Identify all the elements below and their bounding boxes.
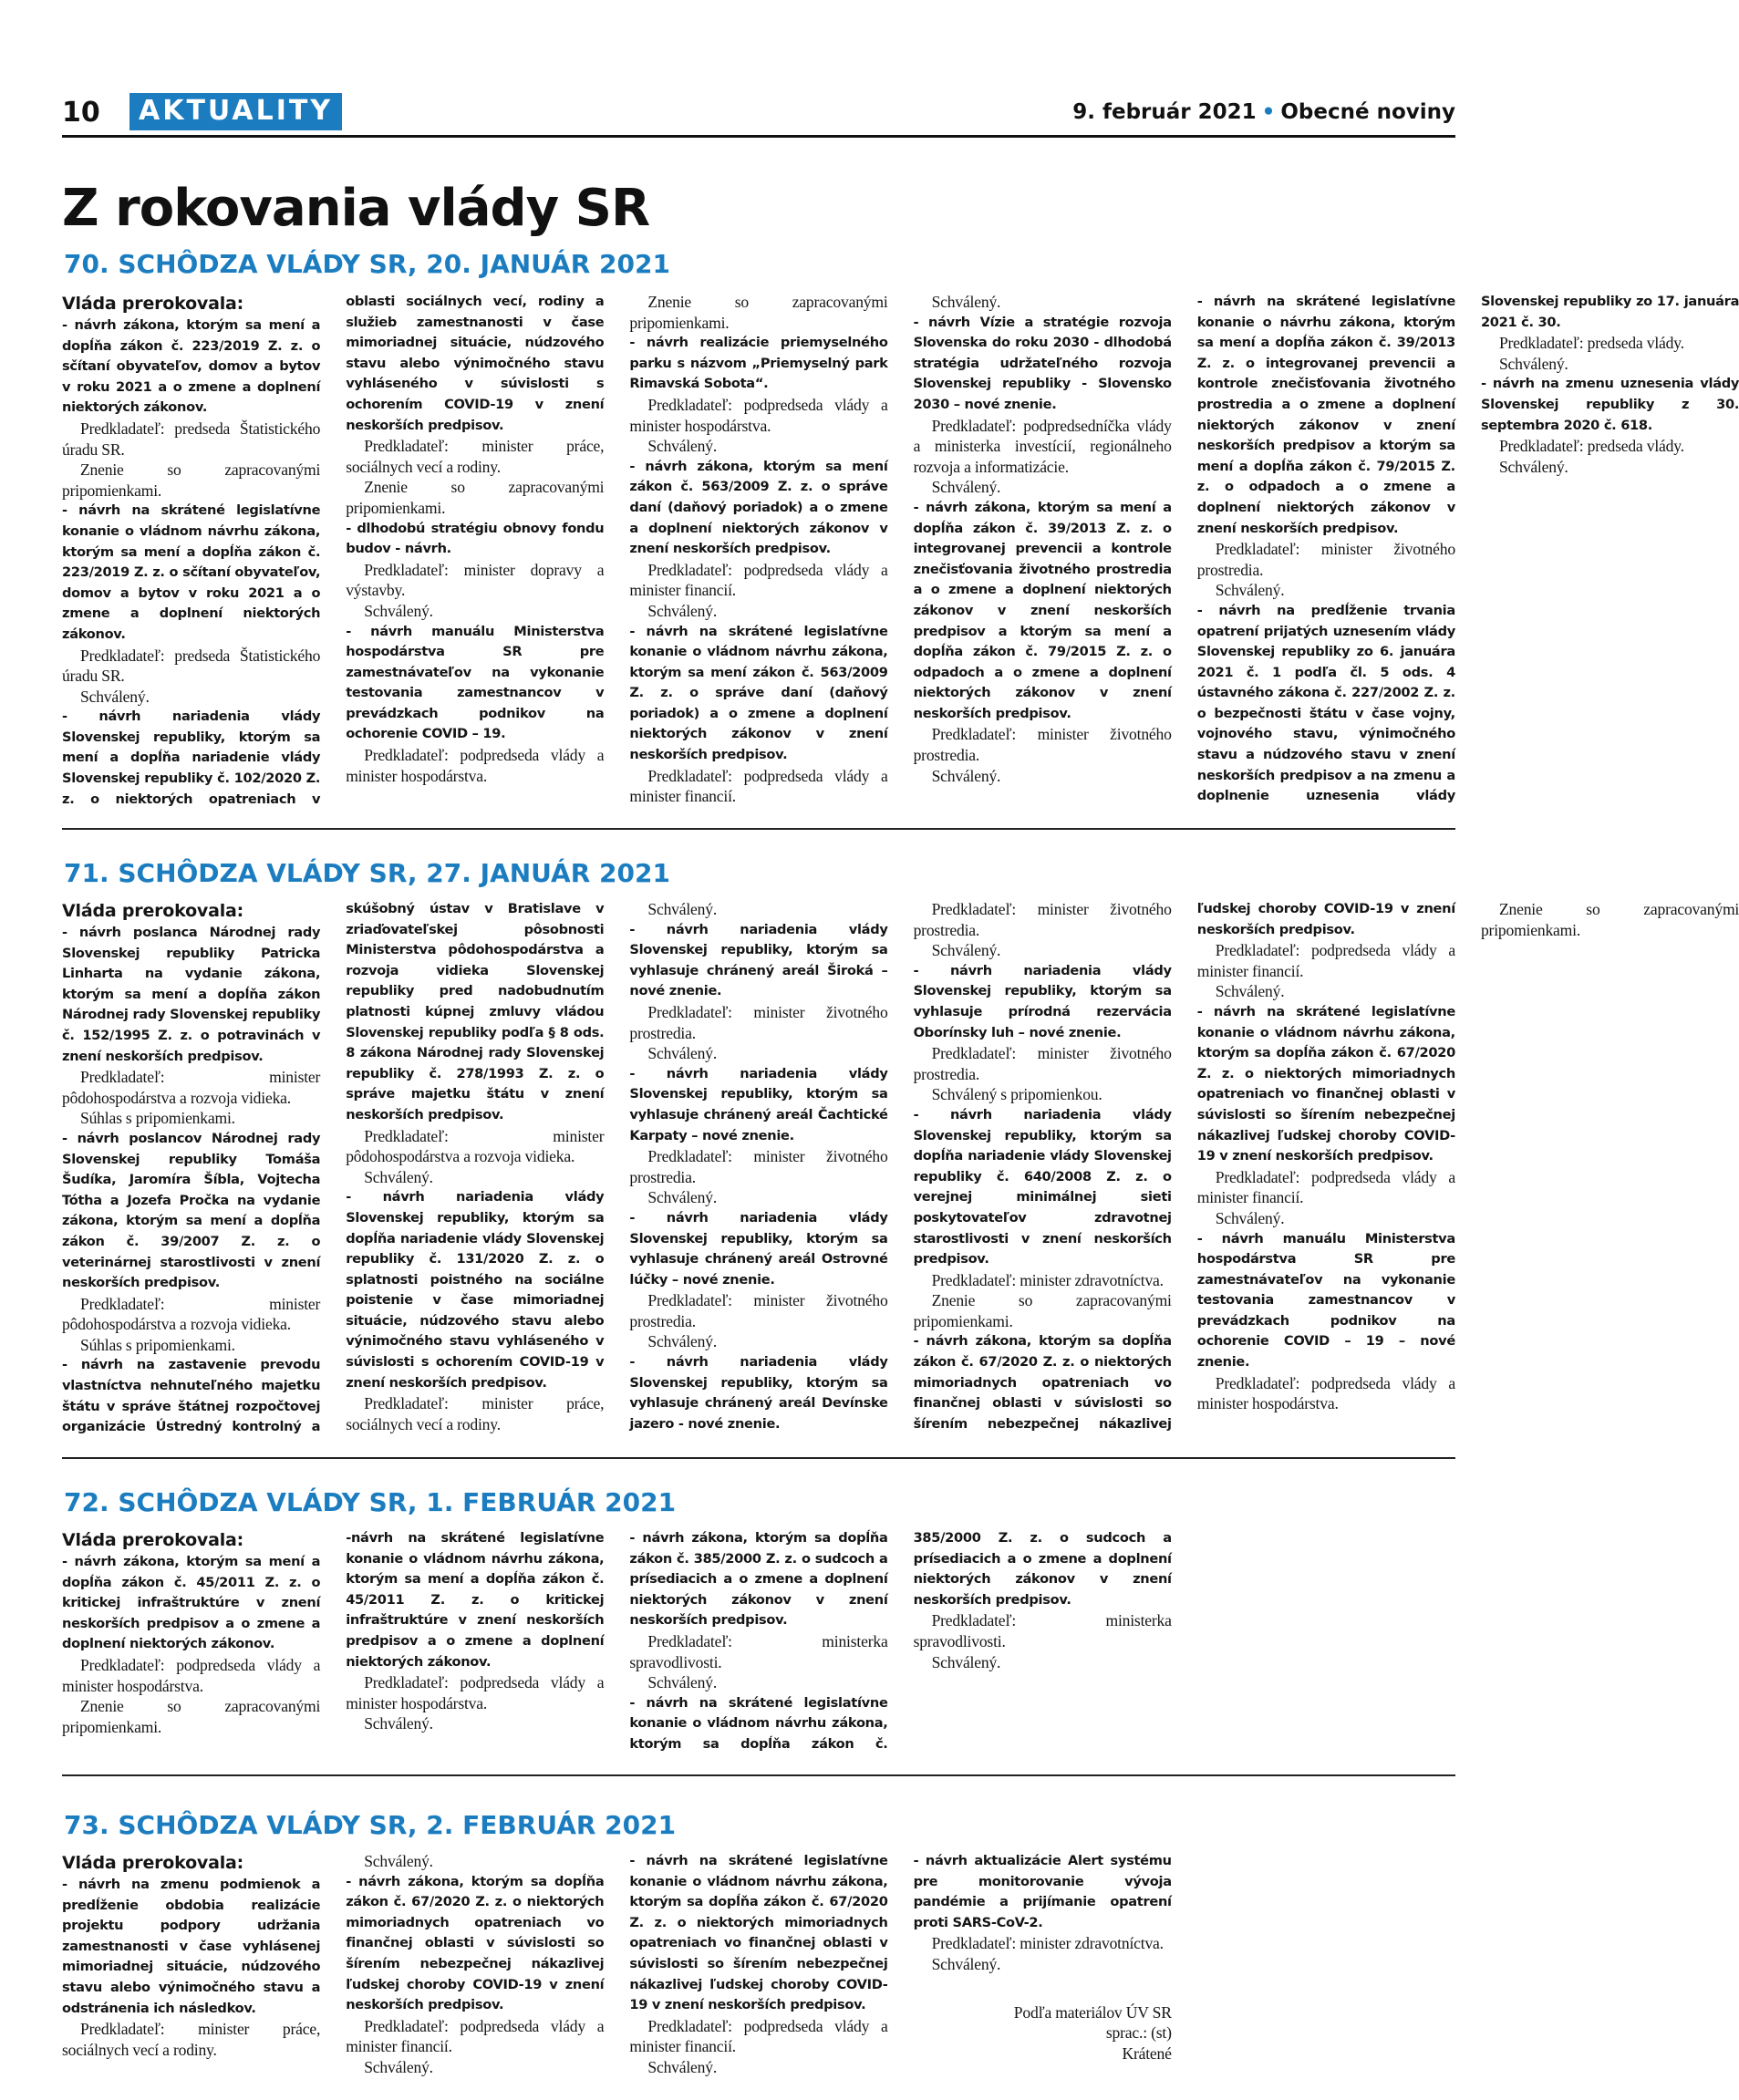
agenda-item: - návrh nariadenia vlády Slovenskej republiky, ktorým sa vyhlasuje chránený areál Čachtické Karpaty – nové znenie. bbox=[629, 1065, 888, 1143]
agenda-item: - návrh realizácie priemyselného parku s názvom „Priemyselný park Rimavská Sobota“. bbox=[629, 335, 888, 392]
agenda-item: - návrh zákona, ktorým sa mení a dopĺňa zákon č. 223/2019 Z. z. o sčítaní obyvateľov, domov a bytov v roku 2021 a o zmene a doplnení niektorých zákonov. bbox=[62, 317, 321, 416]
agenda-note: Znenie so zapracovanými pripomienkami. bbox=[62, 460, 321, 500]
agenda-note: Schválený. bbox=[364, 2057, 433, 2076]
agenda-note: Predkladateľ: podpredseda vlády a minister financií. bbox=[629, 766, 888, 806]
rubric-label: AKTUALITY bbox=[129, 93, 342, 130]
agenda-note: Znenie so zapracovanými pripomienkami. bbox=[346, 478, 605, 517]
agenda-note: Predkladateľ: podpredseda vlády a minister hospodárstva. bbox=[1196, 1373, 1455, 1413]
agenda-note: Schválený. bbox=[647, 2057, 718, 2076]
agenda-note: Schválený. bbox=[364, 1852, 433, 1870]
agenda-note: Predkladateľ: minister životného prostredia. bbox=[1196, 540, 1455, 579]
agenda-item: - návrh nariadenia vlády Slovenskej republiky, ktorým sa dopĺňa nariadenie vlády Slovenskej republiky č. 131/2020 Z. z. o splatnosti poistného na sociálne poistenie v čase mimoriadnej situácie, núdzového stavu alebo výnimočného stavu vyhláseného v súvislosti s ochorením COVID-19 v znení neskorších predpisov. bbox=[346, 1189, 605, 1391]
section-body bbox=[62, 1851, 1455, 2079]
agenda-note: Predkladateľ: minister práce, sociálnych vecí a rodiny. bbox=[346, 1394, 605, 1433]
source-line: Podľa materiálov ÚV SR bbox=[1013, 2002, 1172, 2022]
agenda-note: Predkladateľ: minister práce, sociálnych vecí a rodiny. bbox=[346, 437, 605, 476]
agenda-item: - návrh na skrátené legislatívne konanie o vládnom návrhu zákona, ktorým sa dopĺňa zákon č. 385/2000 Z. z. o sudcoch a prísediacich a o zmene a doplnení niektorých zákonov v znení neskorších predpisov. bbox=[629, 1530, 1172, 1752]
section-title: 72. SCHÔDZA VLÁDY SR, 1. FEBRUÁR 2021 bbox=[64, 1487, 677, 1517]
publication-name: Obecné noviny bbox=[1280, 100, 1455, 124]
agenda-note: Schválený. bbox=[647, 1332, 718, 1351]
agenda-note: Predkladateľ: ministerka spravodlivosti. bbox=[629, 1631, 888, 1671]
agenda-item: - návrh nariadenia vlády Slovenskej republiky, ktorým sa vyhlasuje chránený areál Ostrovné lúčky – nové znenie. bbox=[629, 1209, 888, 1288]
agenda-item: - návrh poslanca Národnej rady Slovenskej republiky Patricka Linharta na vydanie zákona, ktorým sa mení a dopĺňa zákon Národnej rady Slovenskej republiky č. 152/1995 Z. z. o potravinách v znení neskorších predpisov. bbox=[62, 925, 321, 1064]
page-title: Z rokovania vlády SR bbox=[62, 179, 650, 238]
section-lead: Vláda prerokovala: bbox=[62, 1530, 244, 1550]
agenda-note: Schválený. bbox=[647, 1044, 718, 1063]
agenda-item: - návrh zákona, ktorým sa dopĺňa zákon č. 385/2000 Z. z. o sudcoch a prísediacich a o zmene a doplnení niektorých zákonov v znení neskorších predpisov. bbox=[629, 1530, 888, 1629]
agenda-note: Schválený. bbox=[647, 437, 718, 456]
agenda-note: Súhlas s pripomienkami. bbox=[80, 1335, 235, 1354]
agenda-note: Znenie so zapracovanými pripomienkami. bbox=[1480, 900, 1739, 939]
agenda-item: - návrh na zastavenie prevodu vlastníctva nehnuteľného majetku štátu v správe štátnej rozpočtovej organizácie Ústredný kontrolný a skúšobný ústav v Bratislave v zriaďovateľskej pôsobnosti Ministerstva pôdohospodárstva a rozvoja vidieka Slovenskej republiky pred nadobudnutím platnosti kúpnej zmluvy vládou Slovenskej republiky podľa § 8 ods. 8 zákona Národnej rady Slovenskej republiky č. 278/1993 Z. z. o správe majetku štátu v znení neskorších predpisov. bbox=[62, 901, 605, 1435]
page-header bbox=[62, 89, 1455, 138]
agenda-item: - návrh zákona, ktorým sa dopĺňa zákon č. 67/2020 Z. z. o niektorých mimoriadnych opatreniach vo finančnej oblasti v súvislosti so šírením nebezpečnej nákazlivej ľudskej choroby COVID-19 v znení neskorších predpisov. bbox=[913, 901, 1455, 1432]
agenda-note: Predkladateľ: podpredseda vlády a minister hospodárstva. bbox=[346, 1673, 605, 1712]
agenda-note: Schválený. bbox=[931, 1954, 1001, 1973]
section-body bbox=[62, 292, 1739, 824]
section-title: 70. SCHÔDZA VLÁDY SR, 20. JANUÁR 2021 bbox=[64, 249, 670, 279]
agenda-note: Predkladateľ: minister pôdohospodárstva a rozvoja vidieka. bbox=[62, 1068, 321, 1107]
agenda-item: - návrh poslancov Národnej rady Slovenskej republiky Tomáša Šudíka, Jaromíra Šíbla, Vojtecha Tótha a Jozefa Pročka na vydanie zákona, ktorým sa mení a dopĺňa zákon č. 39/2007 Z. z. o veterinárnej starostlivosti v znení neskorších predpisov. bbox=[62, 1130, 321, 1291]
agenda-note: Predkladateľ: minister životného prostredia. bbox=[629, 1002, 888, 1042]
agenda-item: - návrh nariadenia vlády Slovenskej republiky, ktorým sa dopĺňa nariadenie vlády Slovenskej republiky č. 640/2008 Z. z. o verejnej minimálnej sieti poskytovateľov zdravotnej starostlivosti v znení neskorších predpisov. bbox=[913, 1106, 1172, 1267]
section-body bbox=[62, 1528, 1455, 1756]
section-title: 73. SCHÔDZA VLÁDY SR, 2. FEBRUÁR 2021 bbox=[64, 1810, 677, 1840]
page-number: 10 bbox=[62, 97, 100, 129]
agenda-note: Schválený. bbox=[931, 1652, 1001, 1671]
section-divider bbox=[62, 1774, 1455, 1776]
agenda-note: Znenie so zapracovanými pripomienkami. bbox=[913, 1291, 1172, 1330]
agenda-item: - návrh nariadenia vlády Slovenskej republiky, ktorým sa vyhlasuje prírodná rezervácia Oborínsky luh – nové znenie. bbox=[913, 962, 1172, 1040]
agenda-item: - návrh zákona, ktorým sa mení a dopĺňa zákon č. 39/2013 Z. z. o integrovanej prevencii a kontrole znečisťovania životného prostredia a o zmene a doplnení niektorých zákonov v znení neskorších predpisov a ktorým sa mení a dopĺňa zákon č. 79/2015 Z. z. o odpadoch a o zmene a doplnení niektorých zákonov v znení neskorších predpisov. bbox=[913, 499, 1172, 721]
agenda-note: Schválený. bbox=[931, 478, 1001, 497]
agenda-note: Schválený. bbox=[647, 601, 718, 620]
agenda-item: - návrh manuálu Ministerstva hospodárstva SR pre zamestnávateľov na vykonanie testovania zamestnancov v prevádzkach podnikov na ochorenie COVID – 19. bbox=[346, 623, 605, 742]
agenda-note: Predkladateľ: podpredseda vlády a minister hospodárstva. bbox=[346, 746, 605, 785]
agenda-item: - návrh zákona, ktorým sa dopĺňa zákon č. 67/2020 Z. z. o niektorých mimoriadnych opatreniach vo finančnej oblasti v súvislosti so šírením nebezpečnej nákazlivej ľudskej choroby COVID-19 v znení neskorších predpisov. bbox=[346, 1873, 605, 2013]
agenda-note: Schválený. bbox=[1215, 1208, 1285, 1227]
agenda-note: Schválený. bbox=[364, 1167, 433, 1186]
section-lead: Vláda prerokovala: bbox=[62, 901, 244, 921]
agenda-item: - návrh nariadenia vlády Slovenskej republiky, ktorým sa mení a dopĺňa nariadenie vlády Slovenskej republiky č. 102/2020 Z. z. o niektorých opatreniach v oblasti sociálnych vecí, rodiny a služieb zamestnanosti v čase mimoriadnej situácie, núdzového stavu alebo výnimočného stavu vyhláseného v súvislosti s ochorením COVID-19 v znení neskorších predpisov. bbox=[62, 294, 605, 807]
agenda-note: Predkladateľ: minister životného prostredia. bbox=[913, 725, 1172, 765]
agenda-note: Predkladateľ: podpredseda vlády a minister financií. bbox=[629, 560, 888, 600]
agenda-note: Schválený. bbox=[931, 293, 1001, 311]
agenda-item: - návrh na zmenu podmienok a predĺženie obdobia realizácie projektu podpory udržania zamestnanosti v čase vyhlásenej mimoriadnej situácie, núdzového stavu alebo výnimočného stavu a odstránenia ich následkov. bbox=[62, 1877, 321, 2016]
agenda-item: - návrh nariadenia vlády Slovenskej republiky, ktorým sa vyhlasuje chránený areál Devínske jazero - nové znenie. bbox=[629, 1354, 888, 1432]
agenda-note: Schválený. bbox=[1498, 457, 1568, 476]
source-line: sprac.: (st) bbox=[1105, 2023, 1172, 2043]
agenda-item: - návrh zákona, ktorým sa mení a dopĺňa zákon č. 45/2011 Z. z. o kritickej infraštruktúre v znení neskorších predpisov a o zmene a doplnení niektorých zákonov. bbox=[62, 1554, 321, 1652]
agenda-item: - návrh Vízie a stratégie rozvoja Slovenska do roku 2030 - dlhodobá stratégia udržateľného rozvoja Slovenskej republiky - Slovensko 2030 – nové znenie. bbox=[913, 314, 1172, 412]
issue-info bbox=[1072, 100, 1455, 124]
agenda-note: Predkladateľ: minister životného prostredia. bbox=[629, 1291, 888, 1330]
agenda-note: Schválený. bbox=[647, 1188, 718, 1207]
agenda-note: Schválený. bbox=[1215, 581, 1285, 600]
agenda-note: Predkladateľ: podpredseda vlády a minister financií. bbox=[1196, 1167, 1455, 1207]
agenda-note: Predkladateľ: podpredseda vlády a minister hospodárstva. bbox=[629, 395, 888, 435]
agenda-note: Znenie so zapracovanými pripomienkami. bbox=[629, 293, 888, 332]
agenda-item: - návrh manuálu Ministerstva hospodárstva SR pre zamestnávateľov na vykonanie testovania zamestnancov v prevádzkach podnikov na ochorenie COVID – 19 – nové znenie. bbox=[1196, 1230, 1455, 1371]
agenda-note: Predkladateľ: minister dopravy a výstavby. bbox=[346, 560, 605, 600]
agenda-item: - návrh na predĺženie trvania opatrení prijatých uznesením vlády Slovenskej republiky zo 6. januára 2021 č. 1 podľa čl. 5 ods. 4 ústavného zákona č. 227/2002 Z. z. o bezpečnosti štátu v čase vojny, vojnového stavu, výnimočného stavu a núdzového stavu v znení neskorších predpisov a na zmenu a doplnenie uznesenia vlády Slovenskej republiky zo 17. januára 2021 č. 30. bbox=[1196, 294, 1739, 804]
agenda-item: - návrh na skrátené legislatívne konanie o vládnom návrhu zákona, ktorým sa mení a dopĺňa zákon č. 223/2019 Z. z. o sčítaní obyvateľov, domov a bytov v roku 2021 a o zmene a doplnení niektorých zákonov. bbox=[62, 502, 321, 642]
agenda-note: Schválený. bbox=[80, 687, 150, 706]
agenda-note: Schválený. bbox=[931, 941, 1001, 960]
agenda-note: Predkladateľ: minister práce, sociálnych vecí a rodiny. bbox=[62, 2020, 321, 2059]
agenda-item: - návrh na skrátené legislatívne konanie o vládnom návrhu zákona, ktorým sa dopĺňa zákon č. 67/2020 Z. z. o niektorých mimoriadnych opatreniach vo finančnej oblasti v súvislosti so šírením nebezpečnej nákazlivej ľudskej choroby COVID-19 v znení neskorších predpisov. bbox=[629, 1853, 888, 2013]
agenda-note: Predkladateľ: predseda Štatistického úradu SR. bbox=[62, 419, 321, 459]
agenda-note: Schválený. bbox=[931, 766, 1001, 785]
agenda-note: Schválený. bbox=[364, 601, 433, 620]
section-lead: Vláda prerokovala: bbox=[62, 294, 244, 314]
agenda-note: Predkladateľ: predseda Štatistického úradu SR. bbox=[62, 646, 321, 686]
agenda-note: Predkladateľ: podpredseda vlády a minister financií. bbox=[629, 2016, 888, 2056]
agenda-note: Schválený. bbox=[1215, 982, 1285, 1001]
agenda-item: - návrh zákona, ktorým sa mení zákon č. 563/2009 Z. z. o správe daní (daňový poriadok) a o zmene a doplnení niektorých zákonov v znení neskorších predpisov. bbox=[629, 458, 888, 557]
agenda-item: - návrh aktualizácie Alert systému pre monitorovanie vývoja pandémie a prijímanie opatrení proti SARS-CoV-2. bbox=[913, 1853, 1172, 1930]
agenda-item: - návrh na skrátené legislatívne konanie o návrhu zákona, ktorým sa mení a dopĺňa zákon č. 39/2013 Z. z. o integrovanej prevencii a kontrole znečisťovania životného prostredia a o zmene a doplnení niektorých zákonov v znení neskorších predpisov a ktorým sa mení a dopĺňa zákon č. 79/2015 Z. z. o odpadoch a o zmene a doplnení niektorých zákonov v znení neskorších predpisov. bbox=[1196, 294, 1455, 536]
agenda-note: Predkladateľ: predseda vlády. bbox=[1498, 334, 1684, 353]
section-lead: Vláda prerokovala: bbox=[62, 1853, 244, 1873]
agenda-item: - návrh nariadenia vlády Slovenskej republiky, ktorým sa vyhlasuje chránený areál Široká – nové znenie. bbox=[629, 921, 888, 999]
agenda-note: Predkladateľ: minister zdravotníctva. bbox=[931, 1934, 1164, 1953]
agenda-note: Znenie so zapracovanými pripomienkami. bbox=[62, 1697, 321, 1736]
agenda-note: Predkladateľ: minister životného prostredia. bbox=[913, 900, 1172, 939]
agenda-note: Súhlas s pripomienkami. bbox=[80, 1109, 235, 1128]
issue-date: 9. február 2021 bbox=[1072, 100, 1257, 124]
agenda-item: - návrh na skrátené legislatívne konanie o vládnom návrhu zákona, ktorým sa dopĺňa zákon č. 67/2020 Z. z. o niektorých mimoriadnych opatreniach vo finančnej oblasti v súvislosti so šírením nebezpečnej nákazlivej ľudskej choroby COVID-19 v znení neskorších predpisov. bbox=[1196, 1003, 1455, 1164]
agenda-note: Predkladateľ: ministerka spravodlivosti. bbox=[913, 1611, 1172, 1650]
agenda-note: Schválený. bbox=[364, 1714, 433, 1733]
section-title: 71. SCHÔDZA VLÁDY SR, 27. JANUÁR 2021 bbox=[64, 858, 670, 888]
separator-dot: • bbox=[1261, 100, 1276, 124]
agenda-item: -návrh na skrátené legislatívne konanie o vládnom návrhu zákona, ktorým sa mení a dopĺňa zákon č. 45/2011 Z. z. o kritickej infraštruktúre v znení neskorších predpisov a o zmene a doplnení niektorých zákonov. bbox=[346, 1530, 605, 1670]
agenda-note: Predkladateľ: minister životného prostredia. bbox=[629, 1147, 888, 1186]
agenda-note: Predkladateľ: minister životného prostredia. bbox=[913, 1044, 1172, 1083]
section-body bbox=[62, 899, 1739, 1448]
source-note bbox=[914, 2002, 1172, 2064]
agenda-note: Schválený s pripomienkou. bbox=[931, 1085, 1102, 1104]
agenda-note: Predkladateľ: podpredsedníčka vlády a ministerka investícií, regionálneho rozvoja a informatizácie. bbox=[913, 416, 1172, 476]
agenda-note: Predkladateľ: minister pôdohospodárstva a rozvoja vidieka. bbox=[62, 1294, 321, 1334]
section-divider bbox=[62, 1457, 1455, 1459]
agenda-note: Predkladateľ: predseda vlády. bbox=[1498, 437, 1684, 456]
agenda-note: Schválený. bbox=[647, 900, 718, 918]
agenda-item: - dlhodobú stratégiu obnovy fondu budov - návrh. bbox=[346, 520, 605, 557]
agenda-note: Schválený. bbox=[1498, 354, 1568, 373]
source-line: Krátené bbox=[1122, 2043, 1172, 2063]
section-divider bbox=[62, 828, 1455, 830]
agenda-item: - návrh na zmenu uznesenia vlády Slovenskej republiky z 30. septembra 2020 č. 618. bbox=[1480, 376, 1739, 433]
agenda-note: Predkladateľ: minister pôdohospodárstva a rozvoja vidieka. bbox=[346, 1126, 605, 1166]
agenda-note: Predkladateľ: minister zdravotníctva. bbox=[931, 1270, 1164, 1289]
agenda-note: Schválený. bbox=[647, 1673, 718, 1692]
agenda-note: Predkladateľ: podpredseda vlády a minister financií. bbox=[346, 2016, 605, 2056]
agenda-item: - návrh na skrátené legislatívne konanie o vládnom návrhu zákona, ktorým sa mení zákon č. 563/2009 Z. z. o správe daní (daňový poriadok) a o zmene a doplnení niektorých zákonov v znení neskorších predpisov. bbox=[629, 623, 888, 763]
agenda-note: Predkladateľ: podpredseda vlády a minister hospodárstva. bbox=[62, 1655, 321, 1695]
agenda-note: Predkladateľ: podpredseda vlády a minister financií. bbox=[1196, 941, 1455, 980]
